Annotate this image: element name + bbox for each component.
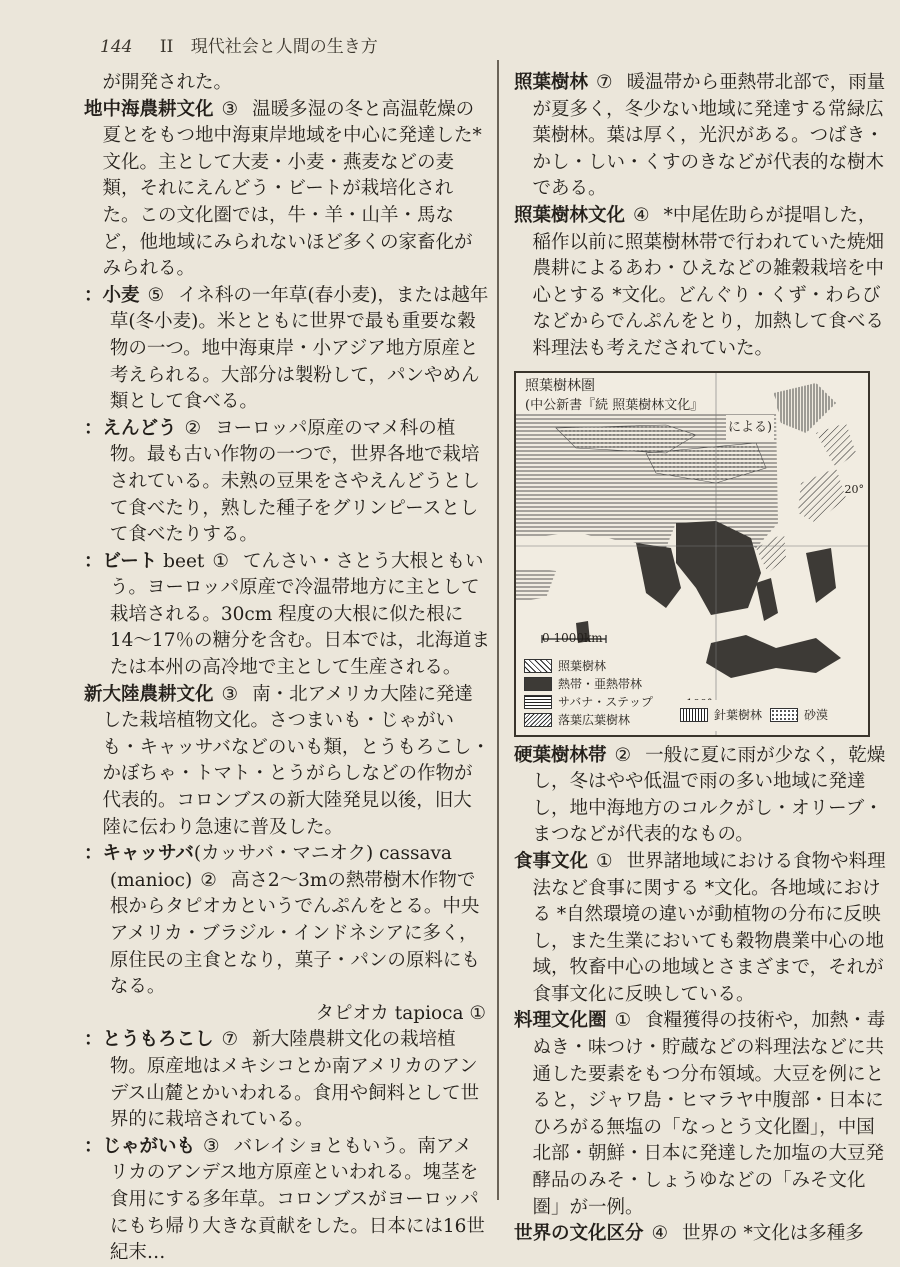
entry-text: ヨーロッパ原産のマメ科の植物。最も古い作物の一つで，世界各地で栽培されている。未熟の豆果をさやえんどうとして食べたり，熟した種子をグリンピースとして食べたりする。 xyxy=(109,417,480,546)
entry-text: てんさい・さとう大根ともいう。ヨーロッパ原産で冷温帯地方に主として栽培される。30cm 程度の大根に似た根に14〜17％の糖分を含む。日本では，北海道または本州の高冷地で主として生産される。 xyxy=(109,550,490,679)
entry-term: 照葉樹林 xyxy=(514,72,589,93)
page-number: 144 xyxy=(100,37,133,57)
legend-label: 針葉樹林 xyxy=(714,707,763,722)
entry-term: 食事文化 xyxy=(514,850,589,872)
chapter-title: 現代社会と人間の生き方 xyxy=(190,37,378,57)
entry-term: ：キャッサバ xyxy=(84,843,194,865)
entry-term: 新大陸農耕文化 xyxy=(84,683,214,705)
scale-zero: 0 xyxy=(542,630,550,645)
left-column xyxy=(84,70,490,1267)
entry-text: 世界の *文化は多種多 xyxy=(682,1223,864,1245)
swatch-icon xyxy=(524,659,552,673)
frequency-level: ① xyxy=(596,850,613,872)
frequency-level: ② xyxy=(200,869,217,891)
entry-text: 南・北アメリカ大陸に発達した栽培植物文化。さつまいも・じゃがいも・キャッサバなどのいも類，とうもろこし・かぼちゃ・トマト・とうがらしなどの作物が代表的。コロンブスの新大陸発見以後，旧大陸に伝わり急速に普及した。 xyxy=(102,683,490,838)
right-column xyxy=(514,70,886,1248)
frequency-level: ③ xyxy=(221,683,239,705)
entry-term: 照葉樹林文化 xyxy=(514,204,626,226)
entry-corn xyxy=(84,1027,490,1133)
entry-term: ：えんどう xyxy=(84,417,177,439)
latitude-label: 20° xyxy=(844,482,864,496)
frequency-level: ⑦ xyxy=(221,1029,239,1051)
entry-tapioca: タピオカ tapioca ① xyxy=(315,1002,486,1024)
scale-label: 1000km xyxy=(553,630,603,645)
entry-text: 暖温帯から亜熱帯北部で，雨量が夏多く，冬少ない地域に発達する常緑広葉樹林。葉は厚く，光沢がある。つばき・かし・しい・くすのきなどが代表的な樹木である。 xyxy=(532,72,886,200)
legend-label: サバナ・ステップ xyxy=(558,694,654,709)
swatch-icon xyxy=(524,677,552,691)
frequency-level: ③ xyxy=(221,98,239,120)
swatch-icon xyxy=(524,695,552,709)
legend-item xyxy=(524,657,653,675)
entry-pea xyxy=(84,416,490,549)
entry-term: ：ビート xyxy=(84,550,158,572)
map-legend-extra xyxy=(676,700,832,731)
legend-label: 熱帯・亜熱帯林 xyxy=(558,676,643,691)
map-source-end: による) xyxy=(726,415,774,442)
entry-wheat xyxy=(84,283,490,416)
laurel-forest-map xyxy=(514,371,870,737)
continued-text: が開発された。 xyxy=(102,72,233,93)
entry-text: 高さ2〜3mの熱帯樹木作物で根からタピオカというでんぷんをとる。中央アメリカ・ブラジル・インドネシアに多く，原住民の主食となり，菓子・パンの原料にもなる。 xyxy=(109,869,480,998)
entry-term: 世界の文化区分 xyxy=(514,1223,644,1245)
frequency-level: ① xyxy=(614,1010,632,1032)
frequency-level: ② xyxy=(184,417,202,439)
entry-cassava xyxy=(84,841,490,1001)
legend-item xyxy=(524,693,653,711)
entry-mediterranean-agriculture xyxy=(84,97,490,283)
entry-term: ：小麦 xyxy=(84,284,140,306)
frequency-level: ⑤ xyxy=(147,284,165,306)
entry-sclerophyll-forest xyxy=(514,743,886,849)
entry-english: beet xyxy=(163,550,205,572)
chapter-number: II xyxy=(159,37,174,57)
legend-item xyxy=(524,675,653,693)
entry-text: 世界諸地域における食物や料理法など食事に関する *文化。各地域における *自然環境の違いが動植物の分布に反映し，また生業においても穀物農業中心の地域，牧畜中心の地域とさまざまで，それが食事文化に反映している。 xyxy=(532,850,886,1005)
entry-text: イネ科の一年草(春小麦)，または越年草(冬小麦)。米とともに世界で最も重要な穀物の一つ。地中海東岸・小アジア地方原産と考えられる。大部分は製粉して，パンやめん類として食べる。 xyxy=(109,284,489,413)
legend-item xyxy=(680,702,762,729)
entry-term: 料理文化圏 xyxy=(514,1010,607,1032)
swatch-icon xyxy=(680,708,708,722)
entry-text: *中尾佐助らが提唱した，稲作以前に照葉樹林帯で行われていた焼畑農耕によるあわ・ひえなどの雑穀栽培を中心とする *文化。どんぐり・くず・わらびなどからでんぷんをとり，加熱して食べる料理法も考えだされていた。 xyxy=(532,204,885,359)
entry-food-culture xyxy=(514,849,886,1009)
column-divider xyxy=(497,60,499,1200)
entry-term: 地中海農耕文化 xyxy=(84,98,214,120)
entry-cuisine-culture-area xyxy=(514,1008,886,1221)
legend-label: 砂漠 xyxy=(804,707,829,722)
entry-text: 一般に夏に雨が少なく，乾燥し，冬はやや低温で雨の多い地域に発達し，地中海地方のコルクがし・オリーブ・まつなどが代表的なもの。 xyxy=(532,744,886,846)
entry-text: 新大陸農耕文化の栽培植物。原産地はメキシコとか南アメリカのアンデス山麓とかいわれる。食用や飼料として世界的に栽培されている。 xyxy=(109,1029,480,1131)
entry-text: 温暖多湿の冬と高温乾燥の夏とをもつ地中海東岸地域を中心に発達した*文化。主として大麦・小麦・燕麦などの麦類，それにえんどう・ビートが栽培化された。この文化圏では，牛・羊・山羊・馬など，他地域にみられないほど多くの家畜化がみられる。 xyxy=(102,98,482,280)
map-source: (中公新書『続 照葉樹林文化』 xyxy=(522,397,706,414)
entry-laurel-forest xyxy=(514,70,886,203)
legend-label: 照葉樹林 xyxy=(558,658,607,673)
entry-new-world-agriculture xyxy=(84,682,490,842)
frequency-level: ⑦ xyxy=(596,72,613,93)
entry-term: ：じゃがいも xyxy=(84,1135,196,1157)
entry-english: cassava (manioc) xyxy=(109,843,452,891)
entry-alt-names: (カッサバ・マニオク) xyxy=(193,843,374,865)
legend-label: 落葉広葉樹林 xyxy=(558,712,631,727)
frequency-level: ④ xyxy=(633,204,650,226)
swatch-icon xyxy=(524,713,552,727)
swatch-icon xyxy=(770,708,798,722)
entry-world-culture-division xyxy=(514,1221,886,1248)
frequency-level: ② xyxy=(614,744,632,766)
legend-item xyxy=(524,711,653,729)
frequency-level: ④ xyxy=(651,1223,669,1245)
map-scale xyxy=(542,625,603,652)
frequency-level: ① xyxy=(212,550,229,572)
entry-potato xyxy=(84,1134,490,1267)
entry-beet xyxy=(84,549,490,682)
map-legend xyxy=(520,655,657,731)
frequency-level: ③ xyxy=(203,1135,220,1157)
entry-text: バレイショともいう。南アメリカのアンデス地方原産といわれる。塊茎を食用にする多年草。コロンブスがヨーロッパにもち帰り大きな貢献をした。日本には16世紀末… xyxy=(109,1135,485,1264)
entry-laurel-forest-culture xyxy=(514,203,886,363)
entry-term: ：とうもろこし xyxy=(84,1029,214,1051)
legend-item xyxy=(770,702,828,729)
entry-text: 食糧獲得の技術や，加熱・毒ぬき・味つけ・貯蔵などの料理法などに共通した要素をもつ分布領域。大豆を例にとると，ジャワ島・ヒマラヤ中腹部・日本にひろがる無塩の「なっとう文化圏」，中国北部・朝鮮・日本に発達した加塩の大豆発酵品のみそ・しょうゆなどの「みそ文化圏」が一例。 xyxy=(532,1010,886,1218)
map-title: 照葉樹林圏 xyxy=(522,377,598,395)
entry-term: 硬葉樹林帯 xyxy=(514,744,607,766)
page-header xyxy=(100,32,378,57)
